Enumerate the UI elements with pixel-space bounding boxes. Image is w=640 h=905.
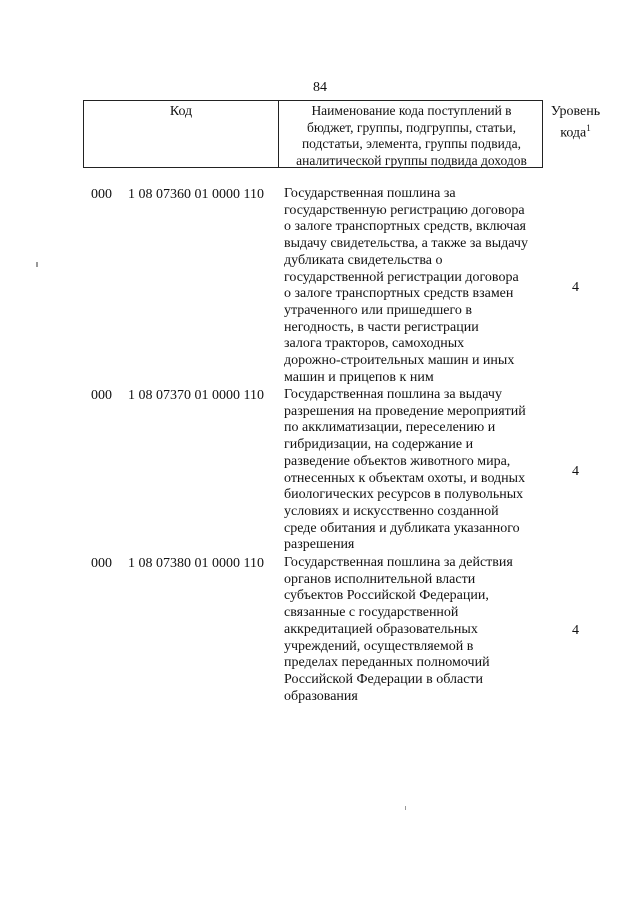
income-name-line: пределах переданных полномочий: [284, 655, 490, 671]
header-name: [279, 101, 544, 167]
income-name-line: отнесенных к объектам охоты, и водных: [284, 470, 526, 486]
income-name-line: по акклиматизации, переселению и: [284, 420, 496, 436]
income-name-line: Государственная пошлина за: [284, 186, 456, 201]
code-level: 4: [572, 280, 579, 295]
admin-code: 000: [91, 388, 112, 403]
income-name-line: среде обитания и дубликата указанного: [284, 520, 520, 536]
income-name-line: Российской Федерации в области: [284, 671, 484, 687]
income-name-line: о залоге транспортных средств взамен: [284, 286, 514, 302]
scan-speck: [36, 262, 38, 267]
income-name-line: связанные с государственной: [284, 605, 459, 621]
income-name-line: биологических ресурсов в полувольных: [284, 487, 524, 503]
income-name-line: гибридизации, на содержание и: [284, 437, 474, 453]
income-name-line: государственной регистрации договора: [284, 269, 519, 285]
income-name-line: разрешения на проведение мероприятий: [284, 403, 526, 419]
header-level-line2: [543, 120, 608, 142]
income-name-line: Государственная пошлина за выдачу: [284, 387, 502, 402]
income-name-line: государственную регистрацию договора: [284, 202, 525, 218]
income-name: [284, 555, 538, 705]
income-name: [284, 387, 538, 554]
income-name-line: разрешения: [284, 537, 355, 553]
code-level: 4: [572, 464, 579, 479]
scan-speck: [405, 806, 406, 810]
header-name-line: аналитической группы подвида доходов: [296, 152, 527, 168]
header-level-kod: кода: [560, 125, 587, 141]
header-level-line1: Уровень: [550, 104, 601, 119]
income-name-line: машин и прицепов к ним: [284, 369, 434, 385]
income-name-line: дорожно-строительных машин и иных: [284, 353, 515, 369]
income-name-line: негодность, в части регистрации: [284, 319, 479, 335]
header-name-line: бюджет, группы, подгруппы, статьи,: [307, 119, 516, 135]
income-name-line: утраченного или пришедшего в: [284, 302, 472, 318]
header-level-footnote: 1: [586, 123, 591, 133]
header-level: [543, 100, 608, 168]
income-name-line: аккредитацией образовательных: [284, 621, 478, 637]
income-name-line: разведение объектов животного мира,: [284, 453, 511, 469]
income-name-line: образования: [284, 688, 358, 704]
code-level: 4: [572, 623, 579, 638]
income-name-line: залога тракторов, самоходных: [284, 336, 465, 352]
income-name-line: условиях и искусственно созданной: [284, 503, 499, 519]
income-name-line: субъектов Российской Федерации,: [284, 588, 489, 604]
admin-code: 000: [91, 556, 112, 571]
income-code: 1 08 07360 01 0000 110: [128, 187, 264, 202]
header-code: Код: [84, 101, 279, 167]
page-number: 84: [313, 80, 327, 95]
income-name-line: учреждений, осуществляемой в: [284, 638, 474, 654]
income-name-line: Государственная пошлина за действия: [284, 555, 513, 570]
income-name-line: о залоге транспортных средств, включая: [284, 219, 526, 235]
table-header: [83, 100, 543, 168]
income-name-line: органов исполнительной власти: [284, 571, 476, 587]
admin-code: 000: [91, 187, 112, 202]
header-name-line: подстатьи, элемента, группы подвида,: [301, 136, 522, 151]
income-name: [284, 186, 538, 386]
income-code: 1 08 07370 01 0000 110: [128, 388, 264, 403]
header-name-line: Наименование кода поступлений в: [311, 103, 512, 118]
income-code: 1 08 07380 01 0000 110: [128, 556, 264, 571]
income-name-line: выдачу свидетельства, а также за выдачу: [284, 236, 528, 252]
income-name-line: дубликата свидетельства о: [284, 252, 443, 268]
